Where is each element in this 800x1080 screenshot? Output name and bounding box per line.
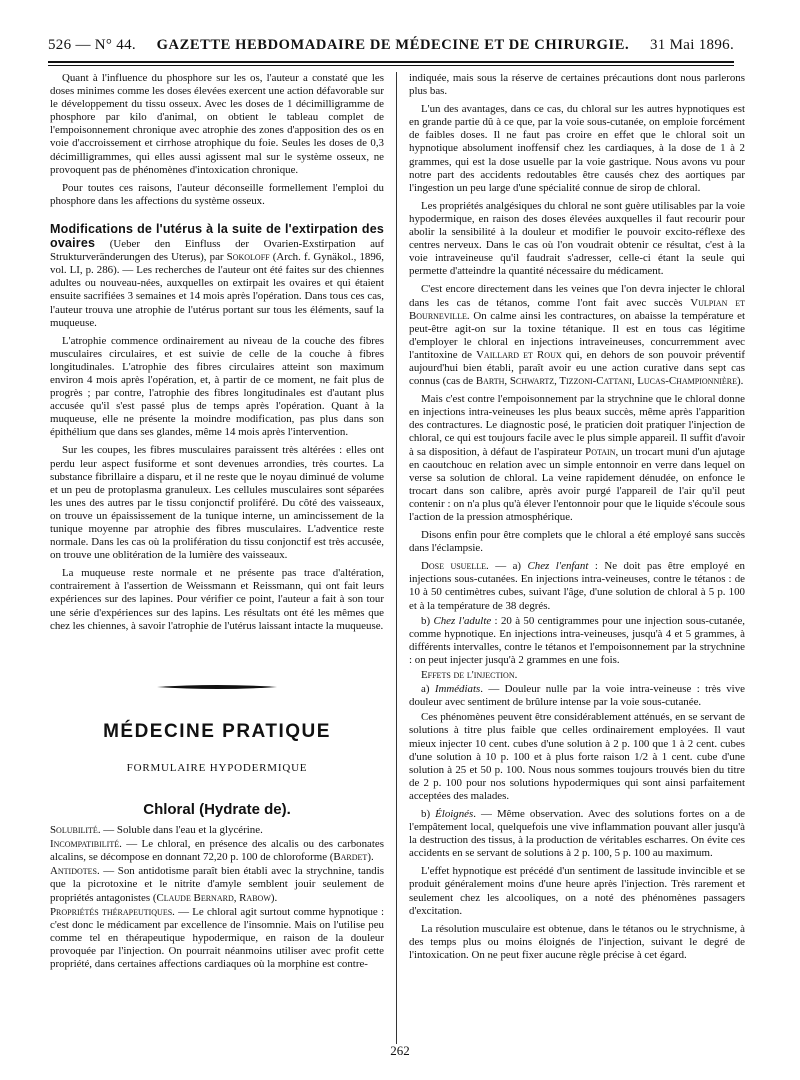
entry-label: Effets de l'injection.: [421, 669, 518, 682]
effects-immediate-label: Immédiats: [434, 683, 481, 696]
column-divider: [396, 72, 397, 1044]
entry-incompatibility: [50, 838, 384, 864]
ornament-rule-icon: [157, 684, 277, 690]
issue-date: 31 Mai 1896.: [649, 37, 734, 53]
text-run: . — Douleur nulle par la voie intra-veineuse : très vive douleur avec sentiment de brûlure intense par la voie sous-cutanée.: [409, 683, 745, 709]
effects-paragraph: [409, 808, 745, 860]
entry-text: — Le chloral agit surtout comme hypnotique : c'est donc le médicament par excellence de l'insomnie. Mais on l'utilise peu comme tel en thérapeutique hypodermique, en raison de la douleur provoquée par l'injection. On pourrait néanmoins utiliser avec profit cette propriété, dans certaines affections cardiaques où la morphine est contre-: [50, 905, 384, 970]
text-run: — a): [488, 560, 528, 573]
paragraph: L'atrophie commence ordinairement au niveau de la couche des fibres musculaires circulaires, et est suivie de celle de la couche à fibres longitudinales. L'atrophie des fibres circulaires atteint son maximum environ 4 mois après l'opération, et, à partir de ce moment, ne fait plus de progrès ; par contre, l'atrophie des fibres longitudinales est d'autant plus accusée qu'il s'est passé plus de temps après l'opération. Quant à la muqueuse, elle ne présente la moindre modification, pas plus dans son épithélium que dans ses glandes, même 14 mois après l'intervention.: [50, 334, 384, 439]
text-run: . On calme ainsi les contractures, on abaisse la température et peut-être agit-on sur la toxine tétanique. Il est en tous cas légitime d'employer le chloral en injections intraveineuses, concurremment avec l'antitoxine de: [409, 309, 745, 361]
entry-label: Antidotes.: [50, 865, 100, 878]
dose-paragraph: [409, 615, 745, 667]
dose-paragraph: [409, 560, 745, 612]
page-folio: 262: [390, 1043, 410, 1058]
entry-label: Solubilité.: [50, 824, 101, 837]
text-run: Mais c'est contre l'empoisonnement par la strychnine que le chloral donne en injections intra-veineuses les plus beaux succès, même après l'apparition des contractures. Le diagnostic posé, le praticien doit pratiquer l'injection de chloral, ce qui est toujours facile avec le plus simple appareil. Il suffit d'avoir à sa disposition, à défaut de l'aspirateur: [409, 393, 745, 458]
paragraph: Pour toutes ces raisons, l'auteur déconseille formellement l'emploi du phosphore dans les affections du système osseux.: [50, 181, 384, 207]
article-author: Sokoloff: [226, 251, 270, 264]
article-title: Modifications de l'utérus à la suite de l'extirpation des ovaires: [50, 221, 384, 251]
entry-therapeutic-properties: [50, 906, 384, 971]
right-column: [409, 72, 745, 967]
entry-text: — Le chloral, en présence des alcalis ou des carbonates alcalins, se décompose en donnant 72,20 p. 100 de chloroforme (: [50, 838, 384, 864]
paragraph: indiquée, mais sous la réserve de certaines précautions dont nous parlerons plus bas.: [409, 72, 745, 98]
dose-child-label: Chez l'enfant: [527, 560, 589, 573]
entry-label: Incompatibilité.: [50, 838, 122, 851]
text-run: qui, en dehors de son pouvoir préventif aujourd'hui bien établi, paraît avoir eu une action curative dans sept cas connus (cas de: [409, 348, 746, 388]
author-names: Potain: [585, 445, 616, 458]
text-run: b): [421, 614, 434, 627]
paragraph: La résolution musculaire est obtenue, dans le tétanos ou le strychnisme, à des temps plus ou moins éloignés de l'injection, suivant le degré de l'intoxication. On ne peut fixer aucune règle précise à cet égard.: [409, 922, 745, 961]
entry-text-end: ).: [270, 891, 278, 904]
paragraph: La muqueuse reste normale et ne présente pas trace d'altération, contrairement à l'assertion de Weissmann et Reissmann, qui ont fait leurs expériences sur des lapines. Pour vérifier ce point, l'auteur a fait à son tour une série d'expériences sur des lapins. Les résultats ont été les mêmes que chez les chiennes, à savoir l'atrophie de l'utérus laissant intacte la muqueuse.: [50, 567, 384, 632]
subsection-title: FORMULAIRE HYPODERMIQUE: [126, 761, 308, 774]
effects-paragraph: [409, 683, 745, 709]
text-run: : 20 à 50 centigrammes pour une injection sous-cutanée, comme hypnotique. En injections intra-veineuses, jusqu'à 4 et 5 grammes, à différents intervalles, contre le tétanos et l'empoisonnement par la strychnine : on peut injecter jusqu'à 2 grammes en une fois.: [409, 614, 745, 666]
paragraph: Sur les coupes, les fibres musculaires paraissent très altérées : elles ont perdu leur aspect fusiforme et sont devenues arrondies, très courtes. La substance fibrillaire a disparu, et il ne reste que le noyau diminué de volume et un peu de protoplasma granuleux. Les cellules musculaires sont séparées les unes des autres par le tissu conjonctif proliféré. Du côté des vaisseaux, on trouve un épaississement de la tunique interne, un amincissement de la tunique moyenne par atrophie des fibres musculaires. L'adventice reste normale. Dans les cas où la prolifération du tissu conjonctif est très accusée, on trouve une oblitération de la lumière des vaisseaux.: [50, 444, 384, 562]
header-rule-thick: [48, 61, 734, 63]
paragraph: Ces phénomènes peuvent être considérablement atténués, en se servant de solutions à titre plus faible que celles ordinairement employées. Il vaut mieux injecter 10 cent. cubes d'une solution à 2 p. 100 que 1 à 2 cent. cubes d'une solution à 10 p. 100 et à plus forte raison 1/2 à 1 cent. cube d'une solution à 25 et 50 p. 100. Nous nous sommes toujours trouvés bien du titre de 2 p. 100 pour nos solutions hypodermiques qui sont ainsi parfaitement acceptées des malades.: [409, 711, 745, 802]
author-names: Barth, Schwartz, Tizzoni-Cattani, Lucas-Championnière: [475, 375, 737, 388]
entry-solubility: [50, 824, 384, 837]
paragraph: L'un des avantages, dans ce cas, du chloral sur les autres hypnotiques est en grande partie dû à ce que, par la voie sous-cutanée, on emploie forcément de faibles doses. Il ne faut pas croire en effet que le chloral soit un hypnotique absolument inoffensif chez les cardiaques, à la dose de 1 à 2 grammes, qui est la dose usuelle par la voie gastrique. Nous avons vu pour notre part des accidents redoutables être causés chez des aortiques par l'ingestion un peu large d'une spécialité connue de sirop de chloral.: [409, 103, 745, 194]
text-run: a): [421, 683, 435, 696]
entry-author: Bardet: [333, 851, 368, 864]
text-run: . — Même observation. Avec des solutions fortes on a de l'empâtement local, quelquefois une vive inflammation pouvant aller jusqu'à la destruction des tissus, à la production de véritables escharres. On évite ces accidents en se servant de solutions à 2 p. 100, 5 p. 100 au maximum.: [409, 807, 746, 860]
text-run: b): [421, 807, 436, 820]
section-title: MÉDECINE PRATIQUE: [103, 720, 331, 742]
entry-author: Claude Bernard, Rabow: [156, 891, 271, 904]
paragraph: Les propriétés analgésiques du chloral ne sont guère utilisables par la voie hypodermique, en raison des doses élevées auxquelles il faut recourir pour abolir la sensibilité à la douleur et modifier le pouvoir excito-réflexe des centres nerveux. Dans le cas où l'on voudrait obtenir ce résultat, c'est à la voie intraveineuse qu'il faudrait s'adresser, celle-ci étant la seule qui permette d'atteindre la quantité nécessaire du médicament.: [409, 199, 745, 278]
paragraph: L'effet hypnotique est précédé d'un sentiment de lassitude invincible et se produit généralement moins d'une heure après l'injection. Très rarement et seulement chez les alcooliques, on a noté des phénomènes passagers d'excitation.: [409, 865, 745, 917]
paragraph: Disons enfin pour être complets que le chloral a été employé sans succès dans l'éclampsie.: [409, 529, 745, 555]
entry-label: Propriétés thérapeutiques.: [50, 905, 175, 918]
paragraph: Quant à l'influence du phosphore sur les os, l'auteur a constaté que les doses minimes comme les doses élevées exercent une action défavorable sur le développement du tissu osseux. Avec les doses de 1 décimilligramme de phosphore par kilo d'animal, on obtient le tableau complet de l'empoisonnement chronique avec atrophie des zones d'apposition des os en voie d'accroissement et cirrhose atrophique du foie. Seules les doses de 0,3 décimilligrammes, qui elles aussi agissent mal sur le système osseux, ne provoquent pas de phénomènes d'intoxication chronique.: [50, 72, 384, 176]
dose-adult-label: Chez l'adulte: [433, 614, 492, 627]
article-ref: (Ueber den Einfluss der Ovarien-Exstirpation auf Strukturveränderungen des Uterus), par: [50, 238, 384, 264]
paragraph: [409, 283, 745, 388]
entry-text: — Son antidotisme paraît bien établi avec la strychnine, tandis que la picrotoxine et le nitrite d'amyle semblent jouir seulement de propriétés antagonistes (: [50, 865, 384, 904]
left-column: [50, 72, 384, 976]
entry-text: — Soluble dans l'eau et la glycérine.: [100, 824, 263, 837]
header-rule-thin: [48, 65, 734, 66]
running-header: [48, 37, 734, 59]
article-paragraph: [50, 223, 384, 330]
author-names: Vaillard et Roux: [476, 348, 562, 361]
ornament-divider: [157, 681, 277, 687]
text-run: ).: [737, 375, 744, 388]
text-run: C'est encore directement dans les veines que l'on devra injecter le chloral dans les cas de tétanos, comme l'ont fait avec succès: [409, 283, 745, 309]
author-names: Vulpian et Bourneville: [409, 296, 745, 322]
entry-text-end: ).: [367, 851, 374, 864]
article-ref-text: (Arch. f. Gynäkol., 1896, vol. LI, p. 286). — Les recherches de l'auteur ont été faites sur des chiennes adultes ou nouveau-nées, auxquelles on extirpait les ovaires et qui étaient ensuite sacrifiées 3 semaines et 14 mois après l'opération. Dans tous ces cas, l'auteur trouva une atrophie de l'utérus portant sur tous les éléments, sauf la muqueuse.: [50, 251, 384, 329]
drug-title: Chloral (Hydrate de).: [143, 800, 291, 818]
entry-antidotes: [50, 865, 384, 904]
page-number-label: 526 — N° 44.: [48, 37, 136, 53]
effects-distant-label: Éloignés: [435, 807, 474, 820]
text-run: , un trocart muni d'un ajutage en caoutchouc en relation avec un simple entonnoir en verre dans lequel on verse sa solution de chloral. La veine rapidement dénudée, on enfonce le trocart dans son calibre, après avoir purgé l'appareil de l'air qu'il peut contenir : on n'a plus qu'à élever l'entonnoir pour que le liquide s'écoule sous l'action de la pression atmosphérique.: [409, 445, 745, 523]
text-run: : Ne doit pas être employé en injections sous-cutanées. En injections intra-veineuses, contre le tétanos : de 10 à 50 centimètres cubes, suivant l'âge, d'une solution de chloral à 5 p. 100 et à la température de 38 degrés.: [409, 560, 745, 612]
entry-label: Dose usuelle.: [421, 560, 489, 573]
paragraph: [409, 393, 745, 524]
journal-title: GAZETTE HEBDOMADAIRE DE MÉDECINE ET DE CHIRURGIE.: [156, 37, 630, 53]
